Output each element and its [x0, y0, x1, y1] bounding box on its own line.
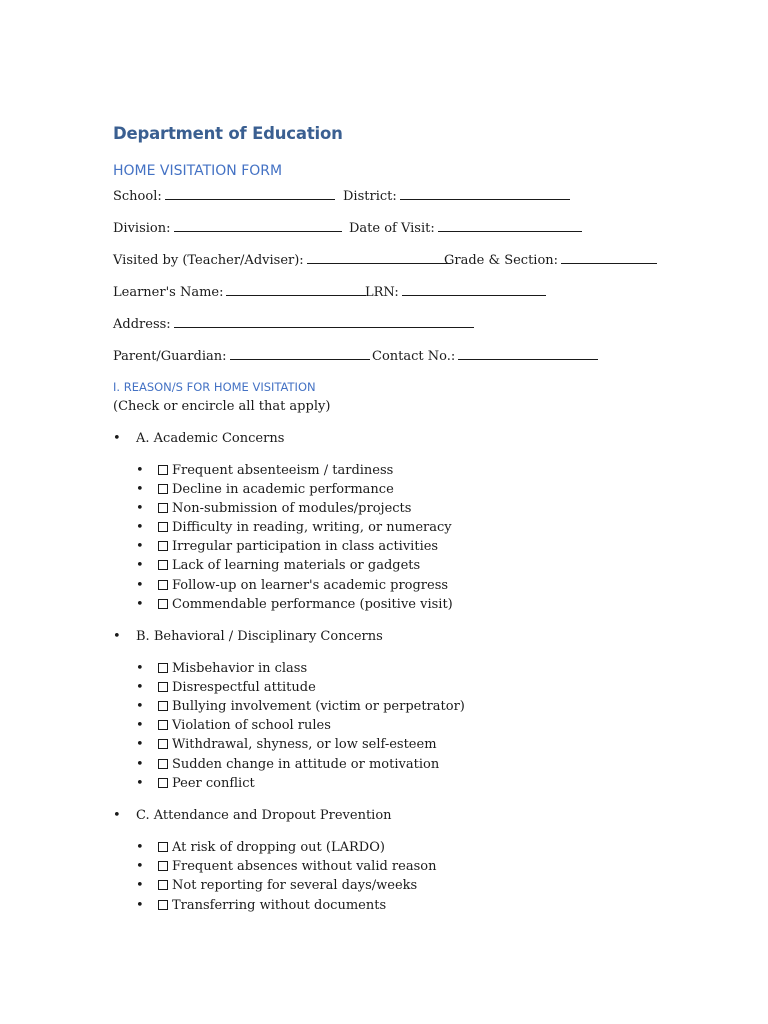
checkbox[interactable]: [158, 861, 168, 871]
bullet-icon: •: [136, 898, 144, 913]
bullet-icon: •: [136, 578, 144, 593]
checklist-item-label: Frequent absences without valid reason: [172, 859, 437, 874]
contact-no-field[interactable]: [372, 347, 598, 365]
lrn-field[interactable]: [365, 283, 546, 301]
group-label: C. Attendance and Dropout Prevention: [136, 808, 392, 823]
bullet-icon: •: [136, 840, 144, 855]
checklist-item-label: Misbehavior in class: [172, 661, 308, 676]
division-label: Division:: [113, 221, 171, 236]
checklist-item-label: Follow-up on learner's academic progress: [172, 578, 449, 593]
school-label: School:: [113, 189, 162, 204]
district-blank[interactable]: [400, 187, 570, 200]
learners-name-field[interactable]: [113, 283, 366, 301]
bullet-icon: •: [113, 431, 121, 446]
bullet-icon: •: [136, 737, 144, 752]
checkbox[interactable]: [158, 465, 168, 475]
checkbox[interactable]: [158, 484, 168, 494]
date-of-visit-blank[interactable]: [438, 219, 582, 232]
checkbox[interactable]: [158, 842, 168, 852]
school-field[interactable]: [113, 187, 335, 205]
date-of-visit-label: Date of Visit:: [349, 221, 435, 236]
visited-by-blank[interactable]: [307, 251, 451, 264]
address-blank[interactable]: [174, 315, 474, 328]
contact-no-label: Contact No.:: [372, 349, 456, 364]
parent-guardian-blank[interactable]: [230, 347, 370, 360]
address-field[interactable]: [113, 315, 474, 333]
checkbox[interactable]: [158, 880, 168, 890]
grade-section-blank[interactable]: [561, 251, 657, 264]
bullet-icon: •: [136, 718, 144, 733]
form-title: HOME VISITATION FORM: [113, 163, 283, 179]
checklist-item-label: Disrespectful attitude: [172, 680, 316, 695]
bullet-icon: •: [136, 757, 144, 772]
lrn-label: LRN:: [365, 285, 399, 300]
division-blank[interactable]: [174, 219, 342, 232]
grade-section-label: Grade & Section:: [444, 253, 559, 268]
section-heading-reasons: I. REASON/S FOR HOME VISITATION: [113, 380, 316, 394]
checkbox[interactable]: [158, 560, 168, 570]
learners-name-label: Learner's Name:: [113, 285, 224, 300]
checkbox[interactable]: [158, 663, 168, 673]
bullet-icon: •: [136, 776, 144, 791]
bullet-icon: •: [136, 859, 144, 874]
bullet-icon: •: [136, 520, 144, 535]
address-label: Address:: [113, 317, 171, 332]
visited-by-field[interactable]: [113, 251, 451, 269]
checkbox[interactable]: [158, 503, 168, 513]
checklist-item-label: Frequent absenteeism / tardiness: [172, 463, 394, 478]
bullet-icon: •: [136, 482, 144, 497]
bullet-icon: •: [136, 878, 144, 893]
checkbox[interactable]: [158, 522, 168, 532]
contact-no-blank[interactable]: [458, 347, 598, 360]
checklist-item-label: Peer conflict: [172, 776, 255, 791]
bullet-icon: •: [136, 501, 144, 516]
date-of-visit-field[interactable]: [349, 219, 582, 237]
lrn-blank[interactable]: [402, 283, 546, 296]
checkbox[interactable]: [158, 759, 168, 769]
bullet-icon: •: [136, 680, 144, 695]
bullet-icon: •: [136, 597, 144, 612]
checkbox[interactable]: [158, 701, 168, 711]
checklist-item-label: Not reporting for several days/weeks: [172, 878, 418, 893]
parent-guardian-field[interactable]: [113, 347, 370, 365]
department-heading: Department of Education: [113, 124, 343, 143]
checklist-item-label: Sudden change in attitude or motivation: [172, 757, 440, 772]
checkbox[interactable]: [158, 778, 168, 788]
checklist-item-label: Difficulty in reading, writing, or numeracy: [172, 520, 452, 535]
checkbox[interactable]: [158, 720, 168, 730]
checkbox[interactable]: [158, 682, 168, 692]
bullet-icon: •: [136, 463, 144, 478]
checklist-item-label: At risk of dropping out (LARDO): [172, 840, 385, 855]
checklist-item-label: Transferring without documents: [172, 898, 387, 913]
learners-name-blank[interactable]: [226, 283, 366, 296]
bullet-icon: •: [136, 539, 144, 554]
visited-by-label: Visited by (Teacher/Adviser):: [113, 253, 304, 268]
checklist-item-label: Withdrawal, shyness, or low self-esteem: [172, 737, 437, 752]
district-field[interactable]: [343, 187, 570, 205]
bullet-icon: •: [113, 808, 121, 823]
checklist-item-label: Decline in academic performance: [172, 482, 394, 497]
bullet-icon: •: [113, 629, 121, 644]
section-instruction: (Check or encircle all that apply): [113, 399, 331, 414]
checklist-item-label: Non-submission of modules/projects: [172, 501, 412, 516]
parent-guardian-label: Parent/Guardian:: [113, 349, 227, 364]
checklist-item-label: Commendable performance (positive visit): [172, 597, 453, 612]
bullet-icon: •: [136, 558, 144, 573]
school-blank[interactable]: [165, 187, 335, 200]
grade-section-field[interactable]: [444, 251, 657, 269]
group-label: B. Behavioral / Disciplinary Concerns: [136, 629, 383, 644]
group-label: A. Academic Concerns: [136, 431, 285, 446]
checkbox[interactable]: [158, 900, 168, 910]
division-field[interactable]: [113, 219, 342, 237]
checklist-item-label: Violation of school rules: [172, 718, 331, 733]
checkbox[interactable]: [158, 541, 168, 551]
checklist-item-label: Lack of learning materials or gadgets: [172, 558, 421, 573]
checkbox[interactable]: [158, 739, 168, 749]
district-label: District:: [343, 189, 397, 204]
checkbox[interactable]: [158, 580, 168, 590]
checklist-item-label: Bullying involvement (victim or perpetrator): [172, 699, 465, 714]
checkbox[interactable]: [158, 599, 168, 609]
bullet-icon: •: [136, 699, 144, 714]
bullet-icon: •: [136, 661, 144, 676]
checklist-item-label: Irregular participation in class activities: [172, 539, 439, 554]
